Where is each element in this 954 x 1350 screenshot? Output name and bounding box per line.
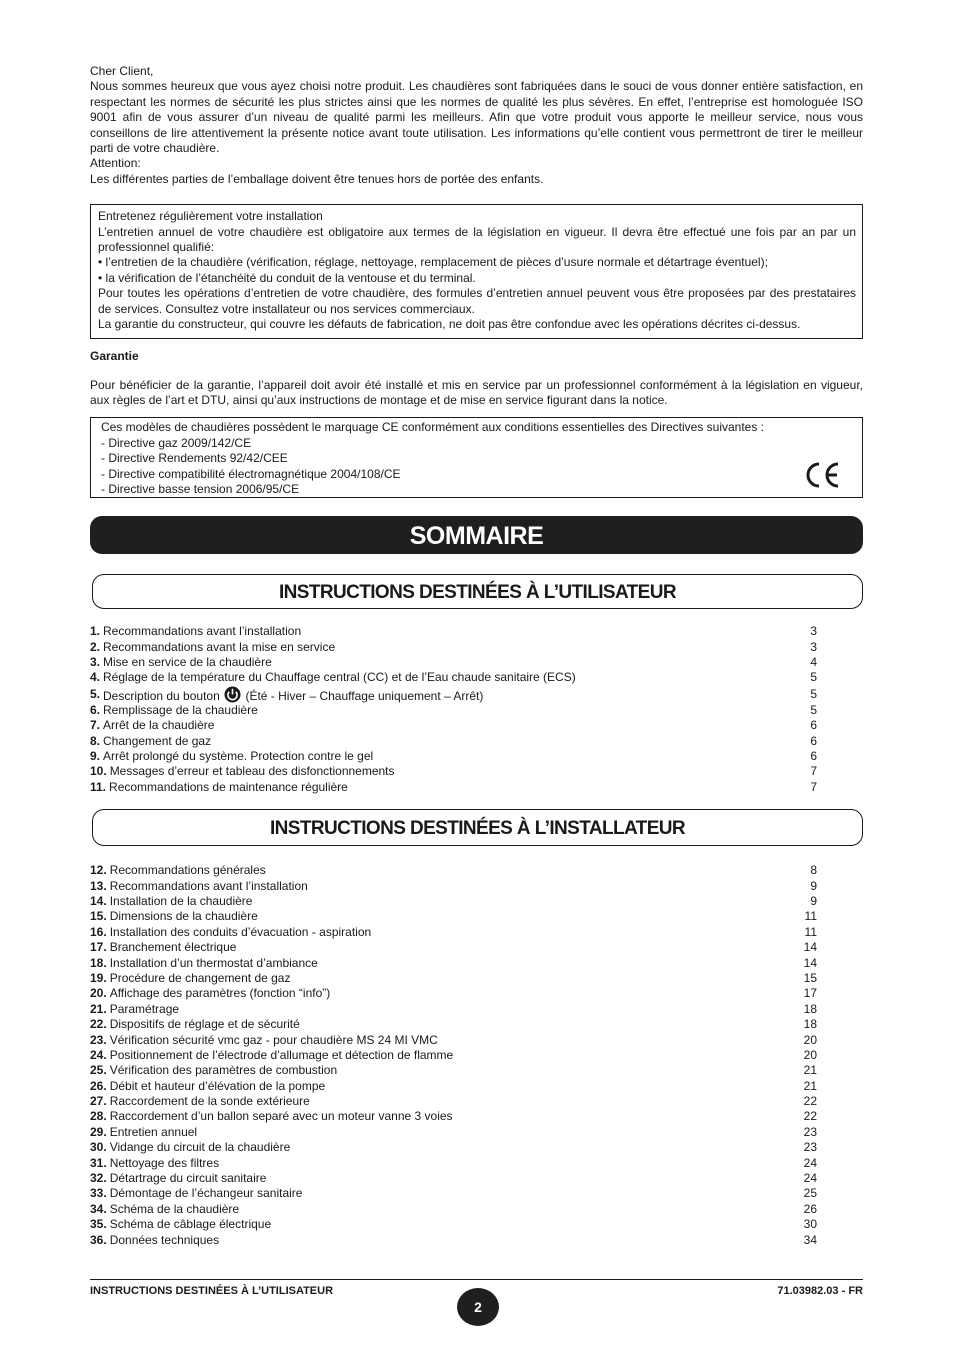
toc-title: Arrêt de la chaudière (103, 718, 215, 733)
toc-num: 1. (90, 624, 101, 639)
toc-num: 9. (90, 749, 101, 764)
toc-title: Schéma de câblage électrique (109, 1217, 272, 1232)
toc-item[interactable] (90, 1063, 863, 1078)
toc-title: Vérification sécurité vmc gaz - pour chaudière MS 24 MI VMC (109, 1032, 438, 1047)
toc-item[interactable] (90, 686, 863, 703)
toc-num: 30. (90, 1140, 107, 1155)
toc-item[interactable] (90, 718, 863, 733)
sommaire-banner: SOMMAIRE (90, 516, 863, 554)
toc-num: 20. (90, 986, 107, 1001)
toc-page: 17 (803, 986, 817, 1001)
toc-item[interactable] (90, 1140, 863, 1155)
ce-directives-box (90, 417, 863, 498)
toc-title: Schéma de la chaudière (109, 1201, 240, 1216)
toc-num: 10. (90, 764, 107, 779)
toc-item[interactable] (90, 1233, 863, 1248)
toc-title: Vidange du circuit de la chaudière (109, 1140, 291, 1155)
toc-page: 5 (810, 702, 817, 717)
toc-item[interactable] (90, 1079, 863, 1094)
toc-page: 8 (810, 863, 817, 878)
toc-page: 3 (810, 624, 817, 639)
toc-item[interactable] (90, 640, 863, 655)
toc-num: 21. (90, 1001, 107, 1016)
toc-num: 17. (90, 940, 107, 955)
toc-num: 5. (90, 686, 101, 701)
toc-item[interactable] (90, 734, 863, 749)
toc-page: 11 (804, 924, 817, 939)
toc-num: 22. (90, 1017, 107, 1032)
installer-toc (90, 863, 863, 1248)
toc-title: Recommandations avant l’installation (109, 878, 308, 893)
toc-item[interactable] (90, 909, 863, 924)
ce-directive: - Directive compatibilité électromagnétique 2004/108/CE (101, 466, 401, 481)
toc-item[interactable] (90, 956, 863, 971)
toc-page: 7 (810, 764, 817, 779)
greeting: Cher Client, (90, 64, 154, 78)
toc-page: 9 (810, 878, 817, 893)
toc-num: 4. (90, 670, 101, 685)
maintenance-heading: Entretenez régulièrement votre installation (98, 209, 323, 224)
toc-item[interactable] (90, 1186, 863, 1201)
maintenance-bullet-2: • la vérification de l’étanchéité du conduit de la ventouse et du terminal. (98, 270, 476, 285)
toc-item[interactable] (90, 749, 863, 764)
ce-directive: - Directive basse tension 2006/95/CE (101, 481, 300, 496)
toc-item[interactable] (90, 940, 863, 955)
toc-page: 4 (810, 655, 817, 670)
toc-num: 27. (90, 1094, 107, 1109)
toc-page: 15 (803, 970, 817, 985)
ce-directive: - Directive gaz 2009/142/CE (101, 435, 252, 450)
attention-label: Attention: (90, 156, 141, 171)
toc-page: 14 (803, 955, 817, 970)
toc-num: 7. (90, 718, 101, 733)
toc-title: Nettoyage des filtres (109, 1155, 220, 1170)
toc-num: 18. (90, 955, 107, 970)
toc-title: Messages d’erreur et tableau des disfonctionnements (109, 764, 395, 779)
toc-num: 36. (90, 1232, 107, 1247)
toc-page: 6 (810, 718, 817, 733)
toc-item[interactable] (90, 971, 863, 986)
toc-item[interactable] (90, 1048, 863, 1063)
toc-page: 21 (803, 1063, 817, 1078)
maintenance-box (90, 204, 863, 338)
document-reference: 71.03982.03 - FR (777, 1285, 863, 1297)
maintenance-services: Pour toutes les opérations d’entretien de votre chaudière, des formules d’entretien annuel peuvent vous être proposées par des prestataires de services. Consultez votre installateur ou nos services commerciaux. (98, 286, 856, 316)
installer-section-banner: INSTRUCTIONS DESTINÉES À L’INSTALLATEUR (92, 809, 863, 846)
toc-title: Paramétrage (109, 1001, 180, 1016)
toc-item[interactable] (90, 894, 863, 909)
toc-title: Installation des conduits d’évacuation - aspiration (109, 924, 372, 939)
toc-item[interactable] (90, 1094, 863, 1109)
toc-page: 14 (803, 940, 817, 955)
toc-title: Démontage de l’échangeur sanitaire (109, 1186, 303, 1201)
toc-item[interactable] (90, 1202, 863, 1217)
toc-page: 22 (803, 1094, 817, 1109)
attention-text: Les différentes parties de l’emballage doivent être tenues hors de portée des enfants. (90, 171, 544, 186)
toc-item[interactable] (90, 1125, 863, 1140)
toc-item[interactable] (90, 863, 863, 878)
toc-title (103, 686, 787, 703)
toc-item[interactable] (90, 1156, 863, 1171)
toc-title: Dispositifs de réglage et de sécurité (109, 1017, 300, 1032)
toc-page: 11 (804, 909, 817, 924)
toc-page: 25 (803, 1186, 817, 1201)
toc-page: 23 (803, 1124, 817, 1139)
toc-item[interactable] (90, 655, 863, 670)
toc-title: Recommandations avant l’installation (103, 624, 302, 639)
user-section-banner: INSTRUCTIONS DESTINÉES À L’UTILISATEUR (92, 574, 863, 609)
ce-intro: Ces modèles de chaudières possèdent le marquage CE conformément aux conditions essentielles des Directives suivantes : (101, 420, 765, 435)
toc-page: 18 (803, 1017, 817, 1032)
intro-body: Nous sommes heureux que vous ayez choisi notre produit. Les chaudières sont fabriquées dans le souci de vous donner entière satisfaction, en respectant les normes de sécurité les plus strictes ainsi que les normes de qualité les plus sévères. En effet, l’entreprise est homologuée ISO 9001 afin de vous assurer d’un niveau de qualité parmi les meilleurs. Afin que votre produit vous apporte le meilleur service, nous vous conseillons de lire attentivement la présente notice avant toute utilisation. Les informations qu’elle contient vous permettront de tirer le meilleur parti de votre chaudière. (90, 79, 863, 156)
toc-page: 21 (803, 1078, 817, 1093)
toc-num: 14. (90, 894, 107, 908)
page-number-badge: 2 (457, 1288, 499, 1326)
toc-num: 16. (90, 924, 107, 939)
page-footer (90, 1279, 863, 1315)
toc-page: 20 (803, 1032, 817, 1047)
toc-title: Dimensions de la chaudière (109, 909, 258, 924)
maintenance-bullet-1: • l’entretien de la chaudière (vérification, réglage, nettoyage, remplacement de pièces d’usure normale et détartrage éventuel); (98, 255, 768, 270)
toc-title: Raccordement de la sonde extérieure (109, 1094, 310, 1109)
ce-directive: - Directive Rendements 92/42/CEE (101, 451, 288, 466)
toc-page: 6 (810, 749, 817, 764)
toc-title: Procédure de changement de gaz (109, 970, 291, 985)
toc-title: Mise en service de la chaudière (103, 655, 272, 670)
toc-page: 24 (803, 1171, 817, 1186)
toc-title: Raccordement d’un ballon separé avec un moteur vanne 3 voies (109, 1109, 453, 1124)
toc-item[interactable] (90, 624, 863, 639)
toc-title: Arrêt prolongé du système. Protection contre le gel (103, 749, 374, 764)
ce-mark-icon (804, 461, 842, 489)
toc-item[interactable] (90, 925, 863, 940)
toc-page: 3 (810, 639, 817, 654)
warranty-text: Pour bénéficier de la garantie, l’appareil doit avoir été installé et mis en service par un professionnel conformément à la législation en vigueur, aux règles de l’art et DTU, ainsi qu’aux instructions de montage et de mise en service figurant dans la notice. (90, 377, 863, 407)
toc-page: 23 (803, 1140, 817, 1155)
toc-item[interactable] (90, 879, 863, 894)
toc-page: 34 (803, 1232, 817, 1247)
toc-num: 32. (90, 1171, 107, 1186)
toc-item[interactable] (90, 670, 863, 685)
toc-title-start: Description du bouton (103, 688, 220, 703)
toc-num: 35. (90, 1217, 107, 1232)
toc-page: 5 (810, 686, 817, 701)
toc-page: 20 (803, 1047, 817, 1062)
toc-page: 24 (803, 1155, 817, 1170)
toc-title: Détartrage du circuit sanitaire (109, 1171, 267, 1186)
toc-title: Réglage de la température du Chauffage central (CC) et de l’Eau chaude sanitaire (ECS) (103, 670, 576, 685)
power-button-icon (224, 686, 241, 703)
toc-num: 19. (90, 970, 107, 985)
toc-title: Remplissage de la chaudière (103, 702, 258, 717)
toc-title: Positionnement de l’électrode d’allumage et détection de flamme (109, 1047, 454, 1062)
toc-num: 12. (90, 863, 107, 878)
toc-num: 13. (90, 878, 107, 893)
toc-page: 5 (810, 670, 817, 685)
toc-num: 3. (90, 655, 101, 670)
toc-page: 30 (803, 1217, 817, 1232)
toc-num: 34. (90, 1201, 107, 1216)
toc-page: 7 (810, 779, 817, 794)
toc-title: Débit et hauteur d’élévation de la pompe (109, 1078, 326, 1093)
toc-num: 28. (90, 1109, 107, 1124)
toc-title: Changement de gaz (103, 733, 212, 748)
toc-page: 6 (810, 733, 817, 748)
toc-title-end: (Été - Hiver – Chauffage uniquement – Arrêt) (245, 688, 484, 703)
toc-num: 29. (90, 1124, 107, 1139)
maintenance-text: L’entretien annuel de votre chaudière est obligatoire aux termes de la législation en vigueur. Il devra être effectué une fois par an par un professionnel qualifié: (98, 224, 856, 255)
maintenance-warranty-note: La garantie du constructeur, qui couvre les défauts de fabrication, ne doit pas être confondue avec les opérations décrites ci-dessus. (98, 317, 801, 332)
toc-num: 8. (90, 733, 101, 748)
toc-num: 31. (90, 1155, 107, 1170)
toc-num: 15. (90, 909, 107, 924)
toc-page: 9 (810, 894, 817, 908)
toc-title: Entretien annuel (109, 1124, 198, 1139)
toc-item[interactable] (90, 1171, 863, 1186)
toc-item[interactable] (90, 780, 863, 795)
toc-title: Recommandations générales (109, 863, 266, 878)
toc-num: 6. (90, 702, 101, 717)
toc-num: 24. (90, 1047, 107, 1062)
user-toc (90, 624, 863, 795)
toc-title: Affichage des paramètres (fonction “info”) (109, 986, 331, 1001)
toc-item[interactable] (90, 703, 863, 718)
toc-title: Branchement électrique (109, 940, 237, 955)
toc-title: Vérification des paramètres de combustion (109, 1063, 338, 1078)
toc-item[interactable] (90, 1033, 863, 1048)
toc-title: Recommandations avant la mise en service (103, 639, 336, 654)
toc-title: Données techniques (109, 1232, 220, 1247)
toc-title: Installation d’un thermostat d’ambiance (109, 955, 318, 970)
toc-title: Recommandations de maintenance régulière (109, 779, 348, 794)
toc-item[interactable] (90, 1017, 863, 1032)
warranty-title: Garantie (90, 348, 139, 363)
toc-num: 2. (90, 639, 101, 654)
toc-page: 26 (803, 1201, 817, 1216)
toc-page: 18 (803, 1001, 817, 1016)
toc-num: 23. (90, 1032, 107, 1047)
toc-item[interactable] (90, 1002, 863, 1017)
toc-num: 26. (90, 1078, 107, 1093)
document-page (90, 64, 863, 1248)
toc-item[interactable] (90, 1109, 863, 1124)
toc-page: 22 (803, 1109, 817, 1124)
toc-item[interactable] (90, 986, 863, 1001)
toc-item[interactable] (90, 1217, 863, 1232)
toc-num: 33. (90, 1186, 107, 1201)
toc-item[interactable] (90, 764, 863, 779)
toc-num: 25. (90, 1063, 107, 1078)
footer-section-label: INSTRUCTIONS DESTINÉES À L’UTILISATEUR (90, 1285, 334, 1297)
toc-title: Installation de la chaudière (109, 894, 253, 908)
intro-letter (90, 64, 863, 187)
toc-num: 11. (90, 779, 107, 794)
